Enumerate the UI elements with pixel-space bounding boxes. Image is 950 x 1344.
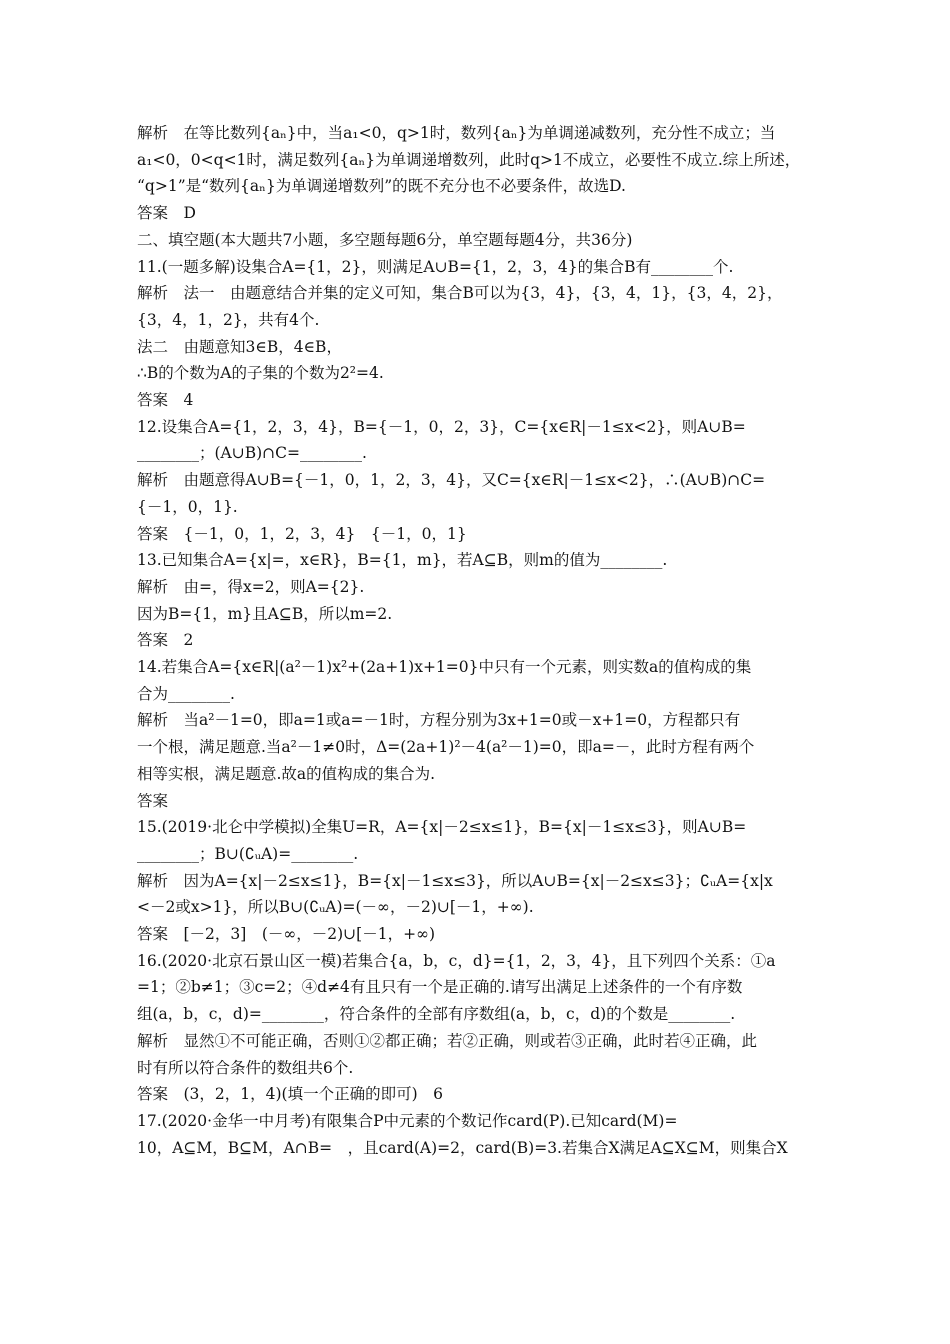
text-line: ∴B的个数为A的子集的个数为2²=4. xyxy=(137,364,384,383)
text-line: 合为________. xyxy=(137,684,235,703)
text-line: 15.(2019·北仑中学模拟)全集U=R，A={x|－2≤x≤1}，B={x|－1≤x≤3}，则A∪B= xyxy=(137,818,747,837)
text-line: <－2或x>1}，所以B∪(∁ᵤA)=(－∞，－2)∪[－1，+∞). xyxy=(137,898,534,917)
text-line: {－1，0，1}. xyxy=(137,497,238,516)
text-line: 答案 [－2，3] (－∞，－2)∪[－1，+∞) xyxy=(137,925,436,943)
text-line: 解析 显然①不可能正确，否则①②都正确；若②正确，则或若③正确，此时若④正确，此 xyxy=(137,1031,758,1050)
text-line: 时有所以符合条件的数组共6个. xyxy=(137,1058,354,1077)
text-line: 答案 (3，2，1，4)(填一个正确的即可) 6 xyxy=(137,1085,443,1104)
text-line: 二、填空题(本大题共7小题，多空题每题6分，单空题每题4分，共36分) xyxy=(137,230,633,249)
text-line: “q>1”是“数列{aₙ}为单调递增数列”的既不充分也不必要条件，故选D. xyxy=(137,177,626,196)
text-line: 12.设集合A={1，2，3，4}，B={－1，0，2，3}，C={x∈R|－1≤x<2}，则A∪B= xyxy=(137,417,746,436)
text-line: 答案 {－1，0，1，2，3，4} {－1，0，1} xyxy=(137,524,467,543)
text-line: 16.(2020·北京石景山区一模)若集合{a，b，c，d}={1，2，3，4}，且下列四个关系：①a xyxy=(137,951,776,970)
text-line: 解析 在等比数列{aₙ}中，当a₁<0，q>1时，数列{aₙ}为单调递减数列，充分性不成立；当 xyxy=(137,124,776,142)
text-line: 答案 4 xyxy=(137,391,194,409)
text-line: 解析 由=，得x=2，则A={2}. xyxy=(137,577,365,596)
text-line: 相等实根，满足题意.故a的值构成的集合为. xyxy=(137,764,436,783)
text-line: 13.已知集合A={x|=，x∈R}，B={1，m}，若A⊆B，则m的值为________. xyxy=(137,551,668,570)
text-line: ________；(A∪B)∩C=________. xyxy=(137,444,367,463)
text-line: 答案 xyxy=(137,791,169,810)
text-line: 答案 2 xyxy=(137,631,194,650)
text-line: {3，4，1，2}，共有4个. xyxy=(137,310,320,329)
text-line: 一个根，满足题意.当a²－1≠0时，Δ=(2a+1)²－4(a²－1)=0，即a=－，此时方程有两个 xyxy=(137,738,755,757)
text-line: 法二 由题意知3∈B，4∈B， xyxy=(137,337,342,356)
text-line: =1；②b≠1；③c=2；④d≠4有且只有一个是正确的.请写出满足上述条件的一个有序数 xyxy=(137,978,743,997)
text-line: 因为B={1，m}且A⊆B，所以m=2. xyxy=(137,604,393,623)
text-line: a₁<0，0<q<1时，满足数列{aₙ}为单调递增数列，此时q>1不成立，必要性不成立.综上所述， xyxy=(137,150,801,169)
text-line: ________；B∪(∁ᵤA)=________. xyxy=(137,844,359,863)
text-line: 组(a，b，c，d)=________，符合条件的全部有序数组(a，b，c，d)的个数是________. xyxy=(137,1005,736,1024)
text-line: 答案 D xyxy=(137,204,196,223)
text-line: 17.(2020·金华一中月考)有限集合P中元素的个数记作card(P).已知card(M)= xyxy=(137,1111,678,1130)
text-line: 解析 因为A={x|－2≤x≤1}，B={x|－1≤x≤3}，所以A∪B={x|－2≤x≤3}；∁ᵤA={x|x xyxy=(137,871,773,890)
text-line: 解析 当a²－1=0，即a=1或a=－1时，方程分别为3x+1=0或－x+1=0，方程都只有 xyxy=(137,711,741,730)
text-line: 10，A⊆M，B⊆M，A∩B= ，且card(A)=2，card(B)=3.若集合X满足A⊆X⊆M，则集合X xyxy=(137,1138,788,1157)
text-line: 解析 由题意得A∪B={－1，0，1，2，3，4}，又C={x∈R|－1≤x<2}，∴(A∪B)∩C= xyxy=(137,471,766,490)
text-line: 11.(一题多解)设集合A={1，2}，则满足A∪B={1，2，3，4}的集合B有________个. xyxy=(137,257,734,276)
text-line: 解析 法一 由题意结合并集的定义可知，集合B可以为{3，4}，{3，4，1}，{3，4，2}， xyxy=(137,284,783,303)
text-line: 14.若集合A={x∈R|(a²－1)x²+(2a+1)x+1=0}中只有一个元素，则实数a的值构成的集 xyxy=(137,658,752,676)
